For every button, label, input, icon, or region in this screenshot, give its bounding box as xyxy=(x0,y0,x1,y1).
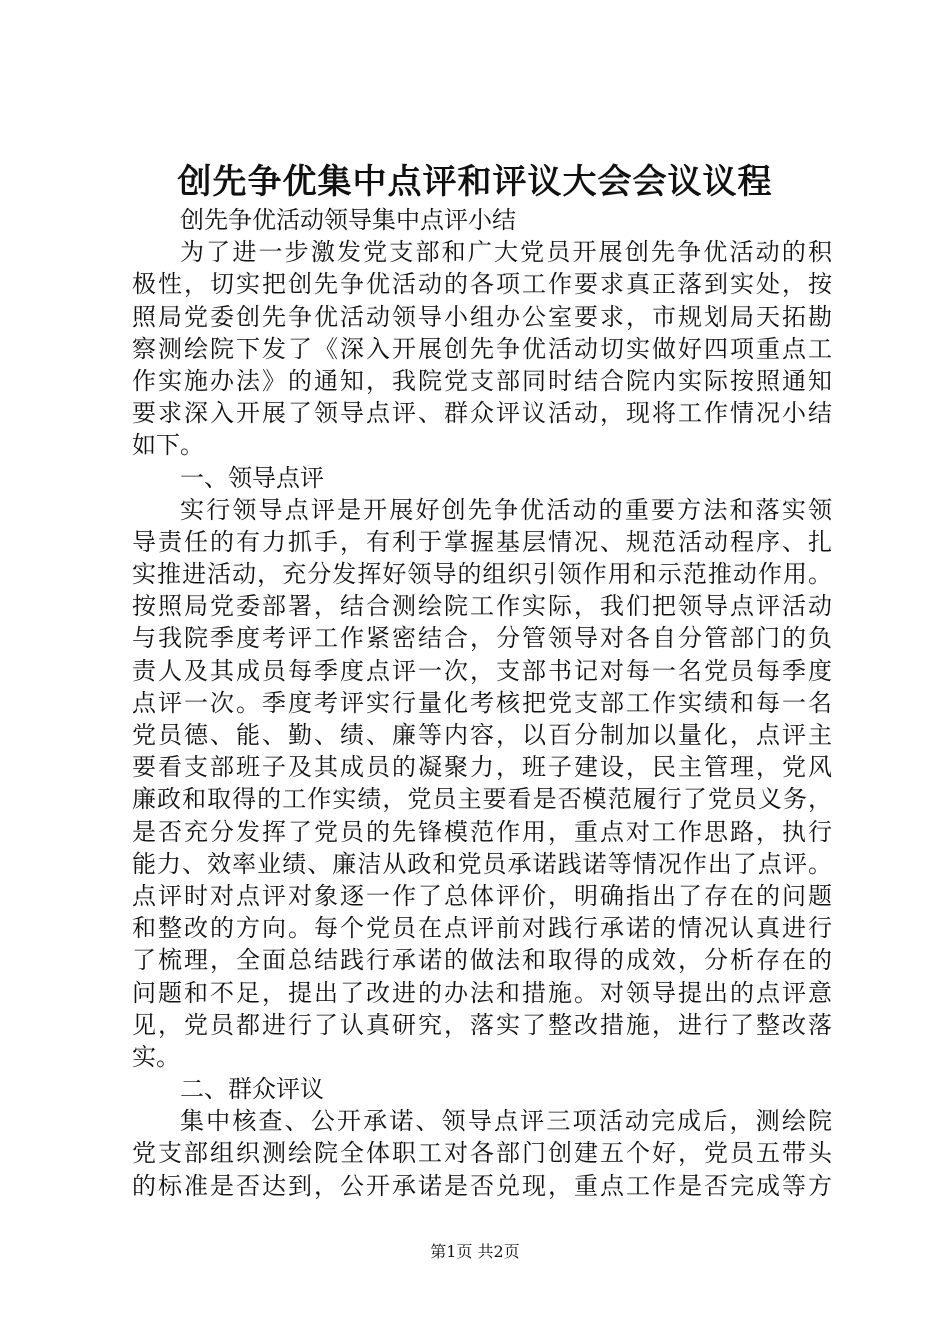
paragraph-line: 是否充分发挥了党员的先锋模范作用，重点对工作思路，执行 xyxy=(132,817,832,846)
paragraph-line: 见，党员都进行了认真研究，落实了整改措施，进行了整改落 xyxy=(132,1010,832,1039)
paragraph-line: 能力、效率业绩、廉洁从政和党员承诺践诺等情况作出了点评。 xyxy=(132,849,832,878)
paragraph-line: 如下。 xyxy=(132,431,204,460)
section-heading: 二、群众评议 xyxy=(180,1075,324,1104)
paragraph-line: 实行领导点评是开展好创先争优活动的重要方法和落实领 xyxy=(180,495,832,524)
paragraph-line: 点评时对点评对象逐一作了总体评价，明确指出了存在的问题 xyxy=(132,881,832,910)
paragraph-line: 责人及其成员每季度点评一次，支部书记对每一名党员每季度 xyxy=(132,656,832,685)
paragraph-line: 为了进一步激发党支部和广大党员开展创先争优活动的积 xyxy=(180,238,832,267)
subtitle-line: 创先争优活动领导集中点评小结 xyxy=(180,206,516,234)
paragraph-line: 了梳理，全面总结践行承诺的做法和取得的成效，分析存在的 xyxy=(132,946,832,975)
paragraph-line: 与我院季度考评工作紧密结合，分管领导对各自分管部门的负 xyxy=(132,624,832,653)
paragraph-line: 的标准是否达到，公开承诺是否兑现，重点工作是否完成等方 xyxy=(132,1171,832,1200)
document-title: 创先争优集中点评和评议大会会议议程 xyxy=(177,162,773,202)
paragraph-line: 实推进活动，充分发挥好领导的组织引领作用和示范推动作用。 xyxy=(132,560,832,589)
paragraph-line: 党支部组织测绘院全体职工对各部门创建五个好，党员五带头 xyxy=(132,1139,832,1168)
page-number: 第1页 共2页 xyxy=(430,1242,520,1261)
paragraph-line: 要求深入开展了领导点评、群众评议活动，现将工作情况小结 xyxy=(132,399,832,428)
paragraph-line: 导责任的有力抓手，有利于掌握基层情况、规范活动程序、扎 xyxy=(132,527,832,556)
paragraph-line: 实。 xyxy=(132,1042,180,1071)
paragraph-line: 点评一次。季度考评实行量化考核把党支部工作实绩和每一名 xyxy=(132,688,832,717)
section-heading: 一、领导点评 xyxy=(180,463,324,492)
paragraph-line: 照局党委创先争优活动领导小组办公室要求，市规划局天拓勘 xyxy=(132,302,832,331)
paragraph-line: 察测绘院下发了《深入开展创先争优活动切实做好四项重点工 xyxy=(132,334,832,363)
paragraph-line: 党员德、能、勤、绩、廉等内容，以百分制加以量化，点评主 xyxy=(132,721,832,749)
paragraph-line: 按照局党委部署，结合测绘院工作实际，我们把领导点评活动 xyxy=(132,592,832,621)
paragraph-line: 问题和不足，提出了改进的办法和措施。对领导提出的点评意 xyxy=(132,978,832,1007)
paragraph-line: 作实施办法》的通知，我院党支部同时结合院内实际按照通知 xyxy=(132,366,832,395)
paragraph-line: 和整改的方向。每个党员在点评前对践行承诺的情况认真进行 xyxy=(132,914,832,943)
paragraph-line: 廉政和取得的工作实绩，党员主要看是否模范履行了党员义务， xyxy=(132,785,832,814)
paragraph-line: 极性，切实把创先争优活动的各项工作要求真正落到实处，按 xyxy=(132,270,832,299)
document-body xyxy=(132,204,832,1202)
paragraph-line: 集中核查、公开承诺、领导点评三项活动完成后，测绘院 xyxy=(180,1107,832,1136)
paragraph-line: 要看支部班子及其成员的凝聚力，班子建设，民主管理，党风 xyxy=(132,753,832,782)
